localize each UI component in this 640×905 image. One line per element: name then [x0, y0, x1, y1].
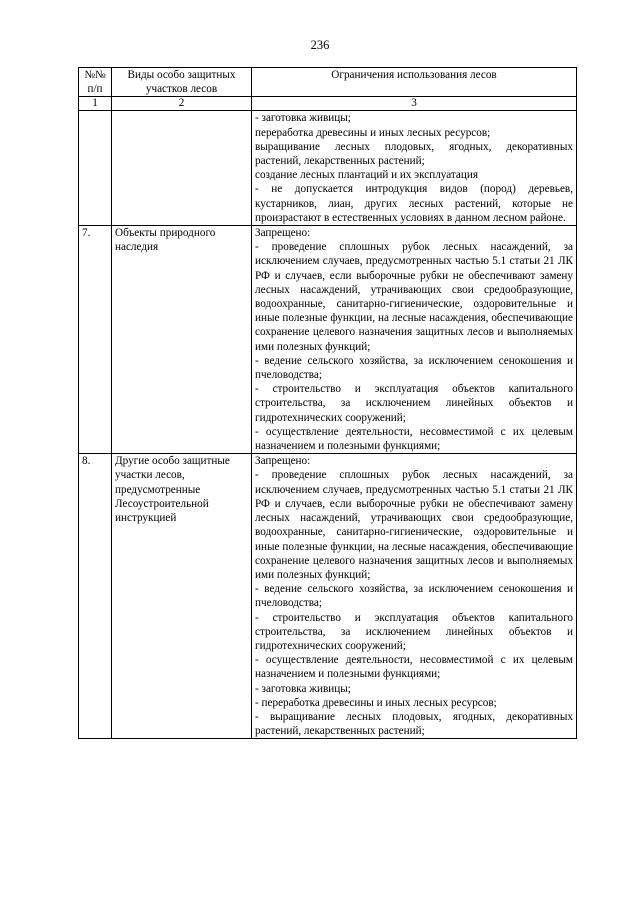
restriction-line: - переработка древесины и иных лесных ресурсов; [255, 696, 497, 709]
restriction-line: - строительство и эксплуатация объектов капитального строительства, за исключением линейных объектов и гидротехнических сооружений; [255, 383, 573, 424]
restriction-line: - заготовка живицы; [255, 682, 351, 695]
restriction-line: Запрещено: [255, 455, 311, 468]
restriction-line: - заготовка живицы; [255, 112, 351, 125]
restriction-line: Запрещено: [255, 227, 311, 240]
restriction-line: - выращивание лесных плодовых, ягодных, декоративных растений, лекарственных растений; [255, 710, 573, 738]
restrictions-cell [252, 454, 577, 739]
row-number: 8. [79, 454, 112, 739]
table-row [79, 226, 577, 454]
restrictions-cell [252, 111, 577, 226]
forest-restrictions-table [78, 67, 577, 739]
column-number: 2 [112, 97, 252, 111]
row-number [79, 111, 112, 226]
restriction-line: - проведение сплошных рубок лесных насаждений, за исключением случаев, предусмотренных частью 5.1 статьи 21 ЛК РФ и случаев, если выборочные рубки не обеспечивают замену лесных насаждений, утрачивающих свои средообразующие, водоохранные, санитарно-гигиенические, оздоровительные и иные полезные функции, на лесные насаждения, обеспечивающие сохранение целевого назначения защитных лесов и выполняемых ими полезных функций; [255, 469, 573, 581]
restrictions-cell [252, 226, 577, 454]
restriction-line: - ведение сельского хозяйства, за исключением сенокошения и пчеловодства; [255, 354, 573, 382]
restriction-line: - осуществление деятельности, несовместимой с их целевым назначением и полезными функциями; [255, 654, 573, 681]
header-restrictions: Ограничения использования лесов [252, 68, 577, 97]
column-number: 3 [252, 97, 577, 111]
column-number-row [79, 97, 577, 111]
restriction-line: переработка древесины и иных лесных ресурсов; [255, 126, 491, 139]
area-type [112, 111, 252, 226]
header-number: №№ п/п [79, 68, 112, 97]
table-row [79, 111, 577, 226]
restriction-line: - строительство и эксплуатация объектов капитального строительства, за исключением линейных объектов и гидротехнических сооружений; [255, 611, 573, 652]
table-header-row [79, 68, 577, 97]
column-number: 1 [79, 97, 112, 111]
restriction-line: - осуществление деятельности, несовместимой с их целевым назначением и полезными функциями; [255, 425, 573, 453]
restriction-line: - не допускается интродукция видов (пород) деревьев, кустарников, лиан, других лесных растений, которые не произрастают в естественных условиях в данном лесном районе. [255, 183, 573, 224]
page-number: 236 [310, 38, 330, 52]
restriction-line: выращивание лесных плодовых, ягодных, декоративных растений, лекарственных растений; [255, 140, 573, 168]
restriction-line: - ведение сельского хозяйства, за исключением сенокошения и пчеловодства; [255, 583, 573, 610]
restriction-line: - проведение сплошных рубок лесных насаждений, за исключением случаев, предусмотренных частью 5.1 статьи 21 ЛК РФ и случаев, если выборочные рубки не обеспечивают замену лесных насаждений, утрачивающих свои средообразующие, водоохранные, санитарно-гигиенические, оздоровительные и иные полезные функции, на лесные насаждения, обеспечивающие сохранение целевого назначения защитных лесов и выполняемых ими полезных функций; [255, 241, 573, 353]
table-row [79, 454, 577, 739]
row-number: 7. [79, 226, 112, 454]
area-type: Другие особо защитные участки лесов, предусмотренные Лесоустроительной инструкцией [112, 454, 252, 739]
header-area-type: Виды особо защитных участков лесов [112, 68, 252, 97]
area-type: Объекты природного наследия [112, 226, 252, 454]
restriction-line: создание лесных плантаций и их эксплуатация [255, 169, 479, 182]
